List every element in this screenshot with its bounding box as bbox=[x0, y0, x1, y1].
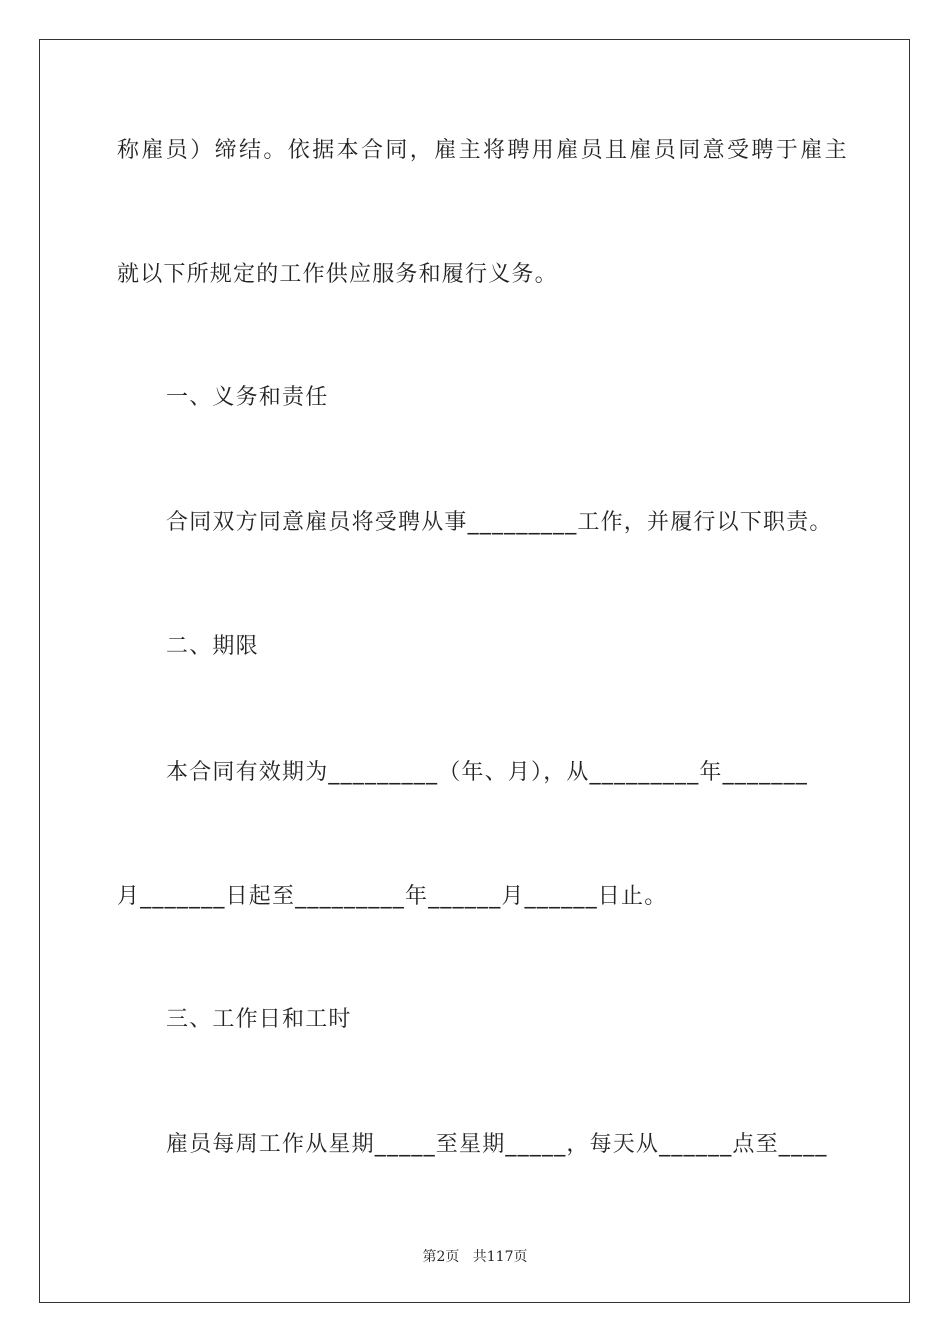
section-heading-duties: 一、义务和责任 bbox=[166, 385, 329, 410]
paragraph-line: 合同双方同意雇员将受聘从事_________工作，并履行以下职责。 bbox=[166, 510, 833, 535]
section-heading-workdays: 三、工作日和工时 bbox=[166, 1007, 352, 1032]
paragraph-line: 就以下所规定的工作供应服务和履行义务。 bbox=[117, 262, 558, 287]
page-number-footer: 第2页 共117页 bbox=[422, 1249, 528, 1265]
page-border bbox=[39, 39, 910, 1303]
section-heading-term: 二、期限 bbox=[166, 634, 259, 659]
paragraph-line: 称雇员）缔结。依据本合同，雇主将聘用雇员且雇员同意受聘于雇主 bbox=[117, 138, 850, 163]
paragraph-line: 本合同有效期为_________（年、月），从_________年_______ bbox=[166, 760, 809, 785]
paragraph-line: 月_______日起至_________年______月______日止。 bbox=[117, 884, 668, 909]
paragraph-line: 雇员每周工作从星期_____至星期_____，每天从______点至____ bbox=[166, 1132, 828, 1157]
